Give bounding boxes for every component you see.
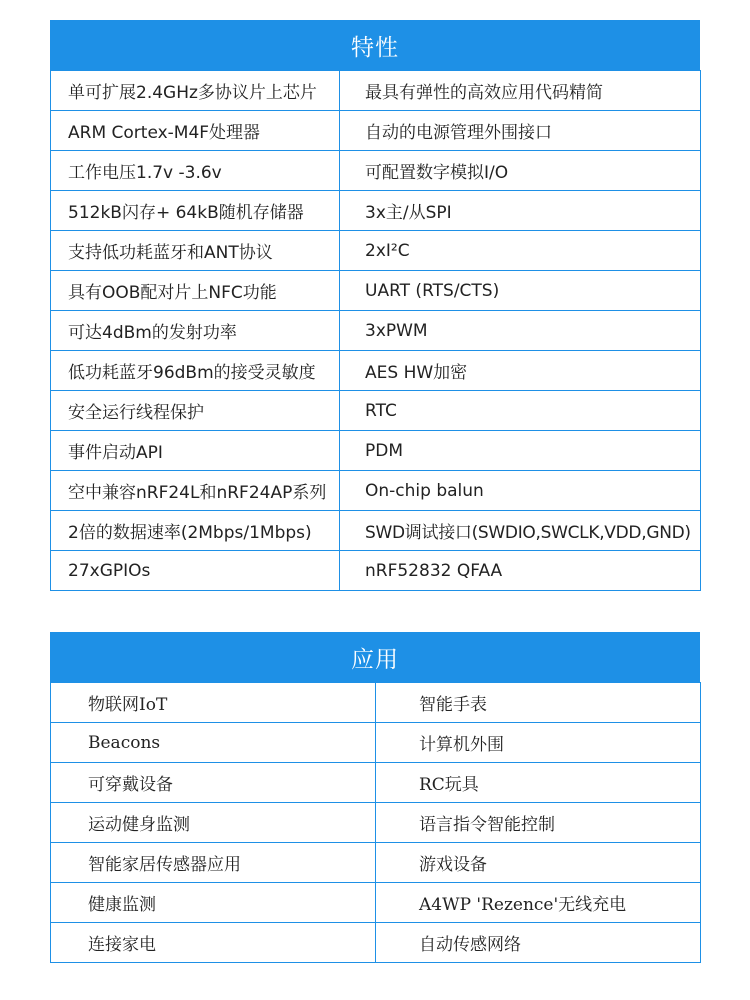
feature-cell: 具有OOB配对片上NFC功能 [51,271,340,311]
feature-cell: UART (RTS/CTS) [340,271,701,311]
table-row [51,391,701,431]
table-row [51,883,701,923]
application-cell: A4WP 'Rezence'无线充电 [376,883,701,923]
feature-cell: 512kB闪存+ 64kB随机存储器 [51,191,340,231]
application-cell: 健康监测 [51,883,376,923]
feature-cell: PDM [340,431,701,471]
feature-cell: 3xPWM [340,311,701,351]
application-cell: 连接家电 [51,923,376,963]
feature-cell: 单可扩展2.4GHz多协议片上芯片 [51,71,340,111]
applications-section [50,632,700,963]
applications-header: 应用 [50,632,700,682]
table-row [51,763,701,803]
feature-cell: 可达4dBm的发射功率 [51,311,340,351]
feature-cell: 27xGPIOs [51,551,340,591]
table-row [51,111,701,151]
table-row [51,351,701,391]
application-cell: 智能手表 [376,683,701,723]
application-cell: 语言指令智能控制 [376,803,701,843]
feature-cell: 支持低功耗蓝牙和ANT协议 [51,231,340,271]
feature-cell: 3x主/从SPI [340,191,701,231]
table-row [51,431,701,471]
table-row [51,191,701,231]
feature-cell: 工作电压1.7v -3.6v [51,151,340,191]
applications-table [50,682,701,963]
application-cell: 智能家居传感器应用 [51,843,376,883]
table-row [51,151,701,191]
feature-cell: 自动的电源管理外围接口 [340,111,701,151]
table-row [51,511,701,551]
table-row [51,271,701,311]
application-cell: 物联网IoT [51,683,376,723]
feature-cell: 2xI²C [340,231,701,271]
application-cell: 运动健身监测 [51,803,376,843]
application-cell: 可穿戴设备 [51,763,376,803]
feature-cell: 低功耗蓝牙96dBm的接受灵敏度 [51,351,340,391]
feature-cell: ARM Cortex-M4F处理器 [51,111,340,151]
feature-cell: AES HW加密 [340,351,701,391]
feature-cell: 空中兼容nRF24L和nRF24AP系列 [51,471,340,511]
feature-cell: On-chip balun [340,471,701,511]
application-cell: RC玩具 [376,763,701,803]
feature-cell: 安全运行线程保护 [51,391,340,431]
table-row [51,71,701,111]
table-row [51,471,701,511]
table-row [51,803,701,843]
table-row [51,923,701,963]
feature-cell: 最具有弹性的高效应用代码精简 [340,71,701,111]
features-header: 特性 [50,20,700,70]
feature-cell: 事件启动API [51,431,340,471]
application-cell: Beacons [51,723,376,763]
table-row [51,723,701,763]
feature-cell: nRF52832 QFAA [340,551,701,591]
feature-cell: SWD调试接口(SWDIO,SWCLK,VDD,GND) [340,511,701,551]
table-row [51,311,701,351]
feature-cell: 可配置数字模拟I/O [340,151,701,191]
application-cell: 自动传感网络 [376,923,701,963]
features-section [50,20,700,591]
table-row [51,683,701,723]
table-row [51,231,701,271]
table-row [51,551,701,591]
application-cell: 计算机外围 [376,723,701,763]
feature-cell: RTC [340,391,701,431]
features-table [50,70,701,591]
feature-cell: 2倍的数据速率(2Mbps/1Mbps) [51,511,340,551]
table-row [51,843,701,883]
application-cell: 游戏设备 [376,843,701,883]
